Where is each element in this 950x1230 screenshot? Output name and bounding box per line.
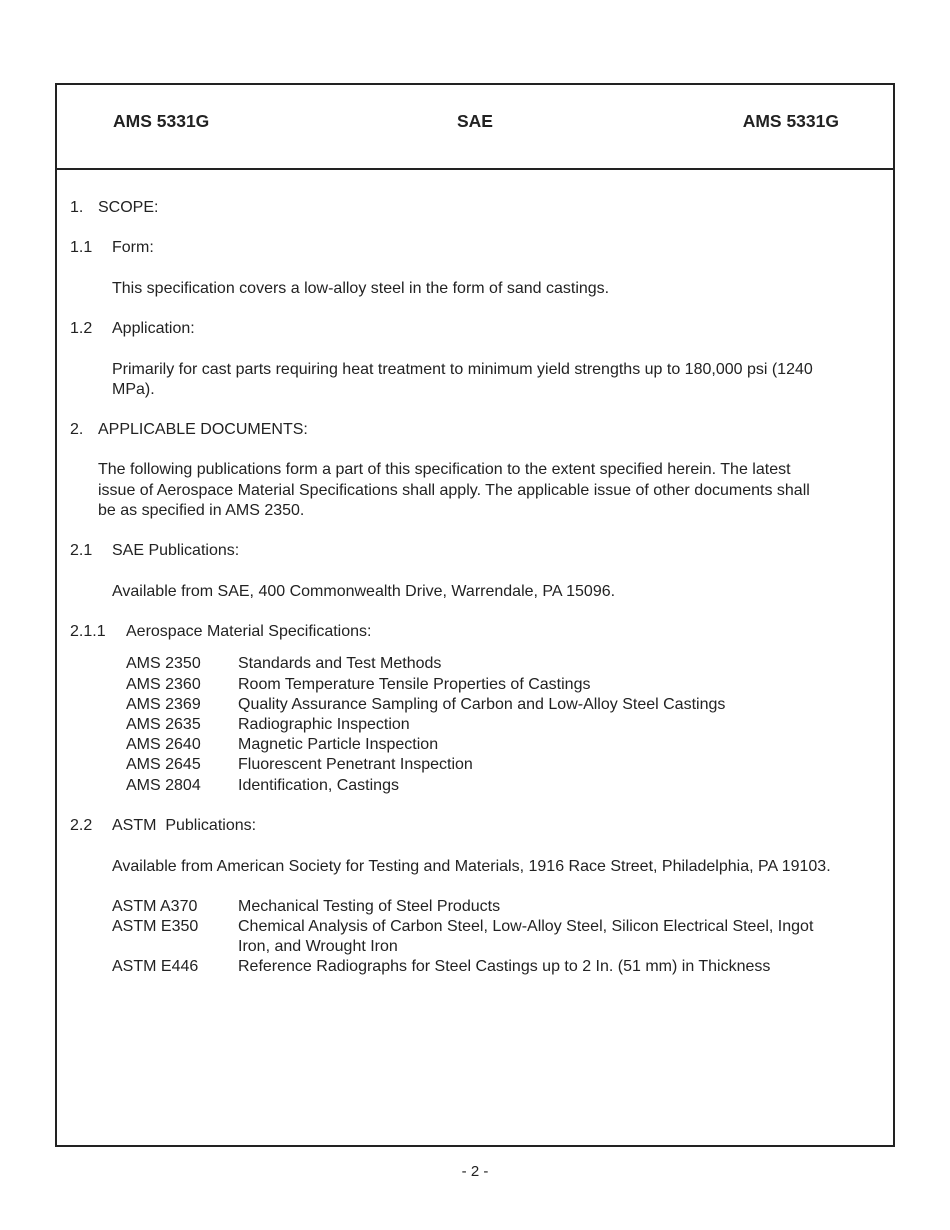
section-number: 2.1 — [70, 542, 93, 559]
doc-title: Reference Radiographs for Steel Castings up to 2 In. (51 mm) in Thickness — [238, 958, 771, 975]
header-spec-number-left: AMS 5331G — [113, 111, 210, 131]
doc-code: AMS 2804 — [126, 777, 201, 794]
doc-title: Quality Assurance Sampling of Carbon and Low-Alloy Steel Castings — [238, 696, 726, 713]
doc-title: Magnetic Particle Inspection — [238, 736, 439, 753]
doc-title: Room Temperature Tensile Properties of Castings — [238, 676, 591, 693]
section-body-line: issue of Aerospace Material Specifications shall apply. The applicable issue of other documents shall — [98, 482, 810, 499]
section-body-line: The following publications form a part of this specification to the extent specified herein. The latest — [98, 461, 791, 478]
section-number: 2.2 — [70, 817, 93, 834]
doc-title: Mechanical Testing of Steel Products — [238, 898, 501, 915]
doc-title: Identification, Castings — [238, 777, 399, 794]
doc-code: AMS 2350 — [126, 655, 201, 672]
doc-title: Standards and Test Methods — [238, 655, 442, 672]
section-title: Application: — [112, 320, 195, 337]
section-title: SCOPE: — [98, 199, 159, 216]
doc-code: AMS 2640 — [126, 736, 201, 753]
section-number: 1.2 — [70, 320, 93, 337]
section-title: Form: — [112, 239, 154, 256]
section-body: Available from American Society for Testing and Materials, 1916 Race Street, Philadelphia, PA 19103. — [112, 858, 831, 875]
section-body-line: be as specified in AMS 2350. — [98, 502, 305, 519]
section-body: This specification covers a low-alloy steel in the form of sand castings. — [112, 280, 610, 297]
page-number: - 2 - — [461, 1163, 489, 1180]
doc-code: AMS 2360 — [126, 676, 201, 693]
section-title: SAE Publications: — [112, 542, 240, 559]
doc-code: ASTM E446 — [112, 958, 199, 975]
page-frame — [55, 83, 895, 1147]
section-number: 2. — [70, 421, 84, 438]
page-header — [57, 85, 893, 170]
section-body: Available from SAE, 400 Commonwealth Drive, Warrendale, PA 15096. — [112, 583, 616, 600]
doc-title: Radiographic Inspection — [238, 716, 410, 733]
doc-title: Chemical Analysis of Carbon Steel, Low-Alloy Steel, Silicon Electrical Steel, Ingot — [238, 918, 814, 935]
section-title: Aerospace Material Specifications: — [126, 623, 372, 640]
doc-code: ASTM A370 — [112, 898, 198, 915]
doc-code: AMS 2645 — [126, 756, 201, 773]
section-number: 1. — [70, 199, 84, 216]
doc-code: AMS 2635 — [126, 716, 201, 733]
section-body-line: Primarily for cast parts requiring heat treatment to minimum yield strengths up to 180,000 psi (1240 — [112, 361, 813, 378]
doc-code: AMS 2369 — [126, 696, 201, 713]
doc-code: ASTM E350 — [112, 918, 199, 935]
doc-title-continuation: Iron, and Wrought Iron — [238, 938, 398, 955]
section-number: 2.1.1 — [70, 623, 106, 640]
section-body-line: MPa). — [112, 381, 155, 398]
section-number: 1.1 — [70, 239, 93, 256]
section-title: ASTM Publications: — [112, 817, 257, 834]
section-title: APPLICABLE DOCUMENTS: — [98, 421, 308, 438]
doc-title: Fluorescent Penetrant Inspection — [238, 756, 473, 773]
header-org-name: SAE — [457, 111, 493, 131]
header-spec-number-right: AMS 5331G — [742, 111, 839, 131]
